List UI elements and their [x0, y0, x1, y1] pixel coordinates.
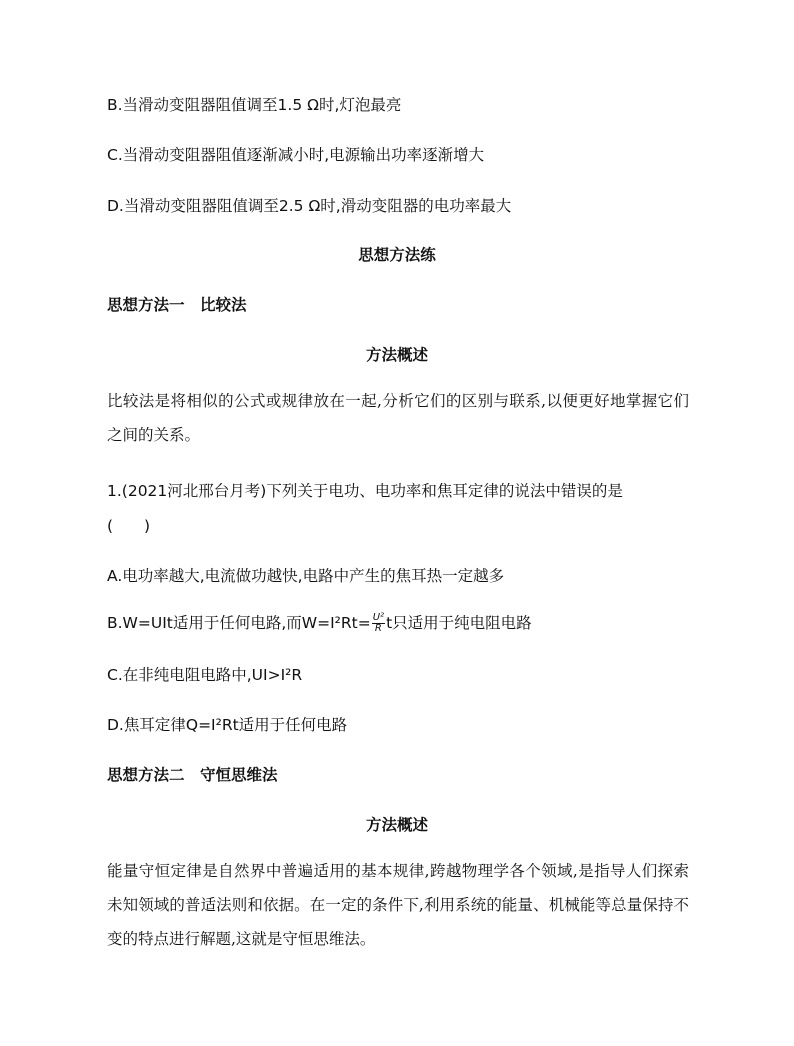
q1-option-b-post: t只适用于纯电阻电路 — [386, 614, 532, 632]
method1-overview-text: 比较法是将相似的公式或规律放在一起,分析它们的区别与联系,以便更好地掌握它们之间的关系。 — [107, 392, 689, 444]
method1-heading: 思想方法一 比较法 — [107, 296, 247, 314]
method1-overview-title: 方法概述 — [365, 346, 428, 364]
q1-option-b — [107, 613, 532, 634]
q1-stem: 1.(2021河北邢台月考)下列关于电功、电功率和焦耳定律的说法中错误的是 — [107, 482, 623, 500]
prev-option-c: C.当滑动变阻器阻值逐渐减小时,电源输出功率逐渐增大 — [107, 146, 485, 164]
q1-blank: ( ) — [107, 517, 151, 535]
fraction-denominator: R — [374, 623, 382, 634]
fraction-numerator: U² — [372, 612, 385, 623]
q1-option-b-pre: B.W=UIt适用于任何电路,而W=I²Rt= — [107, 614, 371, 632]
method2-overview-text: 能量守恒定律是自然界中普遍适用的基本规律,跨越物理学各个领域,是指导人们探索未知领域的普适法则和依据。在一定的条件下,利用系统的能量、机械能等总量保持不变的特点进行解题,这就是守恒思维法。 — [107, 862, 689, 948]
q1-option-a: A.电功率越大,电流做功越快,电路中产生的焦耳热一定越多 — [107, 567, 505, 585]
method2-overview-title: 方法概述 — [365, 816, 428, 834]
section-title: 思想方法练 — [358, 246, 436, 264]
fraction — [372, 613, 385, 634]
q1-option-c: C.在非纯电阻电路中,UI>I²R — [107, 666, 303, 684]
prev-option-b: B.当滑动变阻器阻值调至1.5 Ω时,灯泡最亮 — [107, 96, 402, 114]
method2-heading: 思想方法二 守恒思维法 — [107, 766, 278, 784]
q1-option-d: D.焦耳定律Q=I²Rt适用于任何电路 — [107, 716, 348, 734]
prev-option-d: D.当滑动变阻器阻值调至2.5 Ω时,滑动变阻器的电功率最大 — [107, 197, 512, 215]
